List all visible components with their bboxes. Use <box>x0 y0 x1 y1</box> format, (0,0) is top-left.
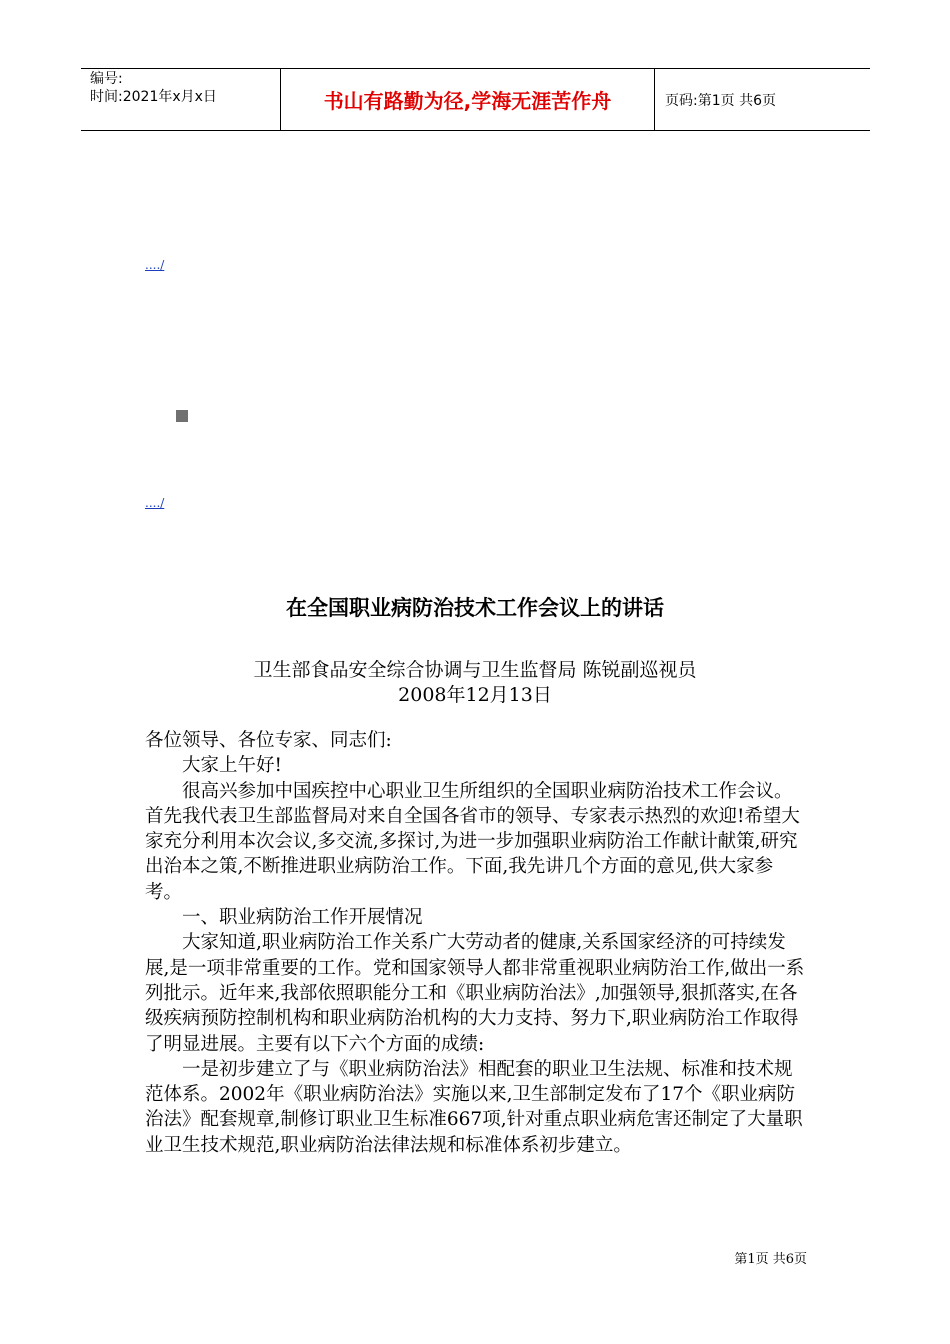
header-number-label: 编号: <box>90 71 123 87</box>
paragraph-1: 很高兴参加中国疾控中心职业卫生所组织的全国职业病防治技术工作会议。首先我代表卫生部监督局对来自全国各省市的领导、专家表示热烈的欢迎!希望大家充分利用本次会议,多交流,多探讨,为进一步加强职业病防治工作献计献策,研究出治本之策,不断推进职业病防治工作。下面,我先讲几个方面的意见,供大家参考。 <box>145 780 800 903</box>
header-meta <box>81 69 281 130</box>
paragraph-3: 一是初步建立了与《职业病防治法》相配套的职业卫生法规、标准和技术规范体系。2002年《职业病防治法》实施以来,卫生部制定发布了17个《职业病防治法》配套规章,制修订职业卫生标准667项,针对重点职业病危害还制定了大量职业卫生技术规范,职业病防治法律法规和标准体系初步建立。 <box>145 1058 803 1156</box>
author-line: 卫生部食品安全综合协调与卫生监督局 陈锐副巡视员 <box>253 659 697 681</box>
link-2[interactable]: ..../ <box>145 496 165 510</box>
document-body <box>145 728 807 1158</box>
link-1[interactable]: ..../ <box>145 258 165 272</box>
section-1-heading: 一、职业病防治工作开展情况 <box>182 907 423 929</box>
salutation: 各位领导、各位专家、同志们: <box>145 730 392 751</box>
header-page-info: 页码:第1页 共6页 <box>665 92 776 109</box>
greeting: 大家上午好! <box>182 755 282 777</box>
square-icon <box>176 410 188 422</box>
header-motto: 书山有路勤为径,学海无涯苦作舟 <box>281 69 655 130</box>
document-title: 在全国职业病防治技术工作会议上的讲话 <box>286 596 664 620</box>
date-line: 2008年12月13日 <box>398 684 552 706</box>
paragraph-2: 大家知道,职业病防治工作关系广大劳动者的健康,关系国家经济的可持续发展,是一项非常重要的工作。党和国家领导人都非常重视职业病防治工作,做出一系列批示。近年来,我部依照职能分工和《职业病防治法》,加强领导,狠抓落实,在各级疾病预防控制机构和职业病防治机构的大力支持、努力下,职业病防治工作取得了明显进展。主要有以下六个方面的成绩: <box>145 932 805 1055</box>
document-header <box>81 68 870 131</box>
page-footer: 第1页 共6页 <box>734 1252 807 1267</box>
header-time-label: 时间:2021年x月x日 <box>90 89 217 105</box>
